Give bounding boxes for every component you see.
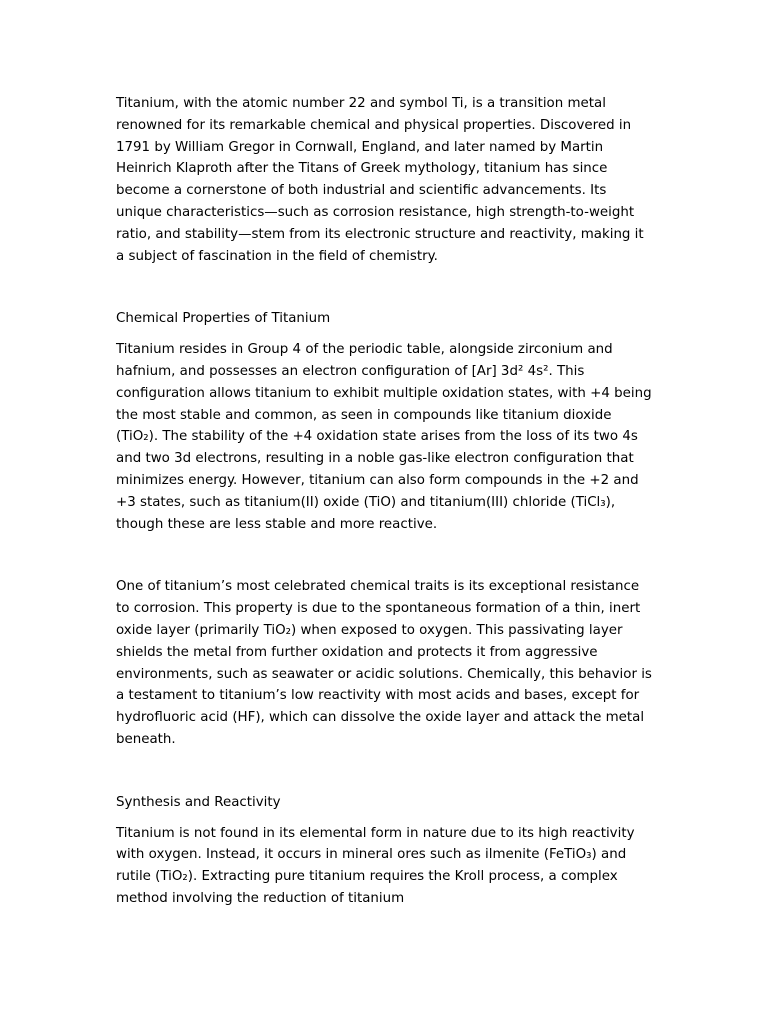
chemical-properties-paragraph-1: Titanium resides in Group 4 of the periodic table, alongside zirconium and hafnium, and possesses an electron configuration of [Ar] 3d² 4s². This configuration allows titanium to exhibit multiple oxidation states, with +4 being the most stable and common, as seen in compounds like titanium dioxide (TiO₂). The stability of the +4 oxidation state arises from the loss of its two 4s and two 3d electrons, resulting in a noble gas-like electron configuration that minimizes energy. However, titanium can also form compounds in the +2 and +3 states, such as titanium(II) oxide (TiO) and titanium(III) chloride (TiCl₃), though these are less stable and more reactive. [116, 342, 652, 532]
spacer [116, 535, 654, 576]
spacer [116, 330, 654, 339]
document-page [116, 93, 654, 910]
chemical-properties-paragraph-2: One of titanium’s most celebrated chemical traits is its exceptional resistance to corrosion. This property is due to the spontaneous formation of a thin, inert oxide layer (primarily TiO₂) when exposed to oxygen. This passivating layer shields the metal from further oxidation and protects it from aggressive environments, such as seawater or acidic solutions. Chemically, this behavior is a testament to titanium’s low reactivity with most acids and bases, except for hydrofluoric acid (HF), which can dissolve the oxide layer and attack the metal beneath. [116, 579, 652, 747]
spacer [116, 267, 654, 308]
spacer [116, 814, 654, 823]
spacer [116, 751, 654, 792]
section-heading-synthesis-reactivity: Synthesis and Reactivity [116, 794, 281, 810]
intro-paragraph: Titanium, with the atomic number 22 and symbol Ti, is a transition metal renowned for its remarkable chemical and physical properties. Discovered in 1791 by William Gregor in Cornwall, England, and later named by Martin Heinrich Klaproth after the Titans of Greek mythology, titanium has since become a cornerstone of both industrial and scientific advancements. Its unique characteristics—such as corrosion resistance, high strength-to-weight ratio, and stability—stem from its electronic structure and reactivity, making it a subject of fascination in the field of chemistry. [116, 96, 644, 264]
synthesis-paragraph-1: Titanium is not found in its elemental form in nature due to its high reactivity with oxygen. Instead, it occurs in mineral ores such as ilmenite (FeTiO₃) and rutile (TiO₂). Extracting pure titanium requires the Kroll process, a complex method involving the reduction of titanium [116, 825, 635, 906]
section-heading-chemical-properties: Chemical Properties of Titanium [116, 311, 331, 327]
